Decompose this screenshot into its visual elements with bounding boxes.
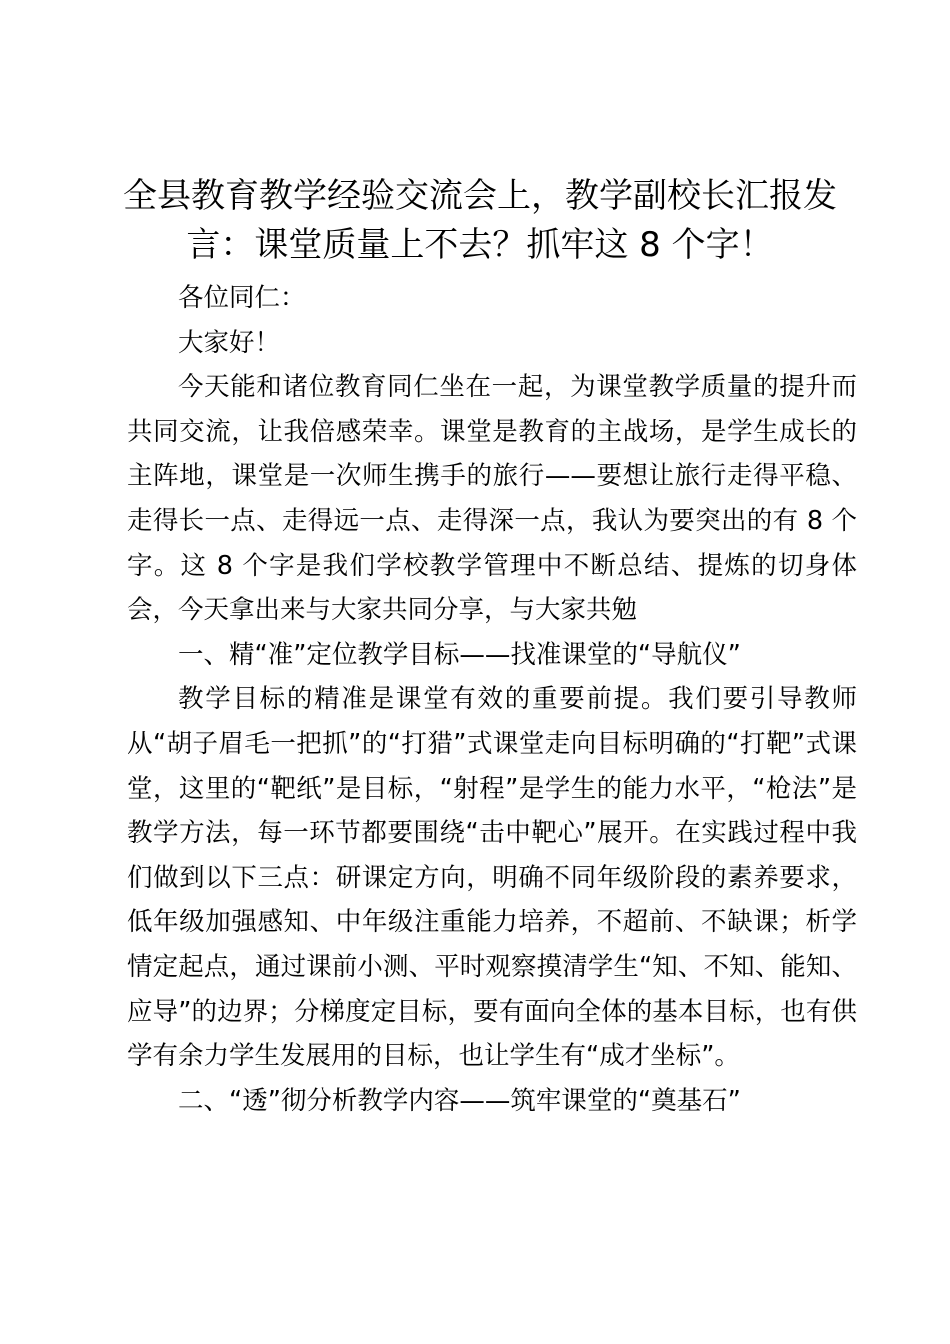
greeting: 大家好！ <box>178 327 281 358</box>
section-1-paragraph: 教学目标的精准是课堂有效的重要前提。我们要引导教师从“胡子眉毛一把抓”的“打猎”式课堂走向目标明确的“打靶”式课堂，这里的“靶纸”是目标，“射程”是学生的能力水平，“枪法”是教学方法，每一环节都要围绕“击中靶心”展开。在实践过程中我们做到以下三点：研课定方向，明确不同年级阶段的素养要求，低年级加强感知、中年级注重能力培养，不超前、不缺课；析学情定起点，通过课前小测、平时观察摸清学生“知、不知、能知、应导”的边界；分梯度定目标，要有面向全体的基本目标，也有供学有余力学生发展用的目标，也让学生有“成才坐标”。 <box>127 684 857 1072</box>
intro-paragraph: 今天能和诸位教育同仁坐在一起，为课堂教学质量的提升而共同交流，让我倍感荣幸。课堂是教育的主战场，是学生成长的主阵地，课堂是一次师生携手的旅行——要想让旅行走得平稳、走得长一点、走得远一点、走得深一点，我认为要突出的有 8 个字。这 8 个字是我们学校教学管理中不断总结、提炼的切身体会，今天拿出来与大家共同分享，与大家共勉 <box>127 372 857 626</box>
document-title: 全县教育教学经验交流会上，教学副校长汇报发言：课堂质量上不去？抓牢这 8 个字！ <box>123 176 837 265</box>
section-heading-1: 一、精“准”定位教学目标——找准课堂的“导航仪” <box>178 639 741 670</box>
section-heading-2: 二、“透”彻分析教学内容——筑牢课堂的“奠基石” <box>178 1085 741 1116</box>
salutation: 各位同仁： <box>178 283 306 313</box>
document-body <box>127 276 857 1123</box>
